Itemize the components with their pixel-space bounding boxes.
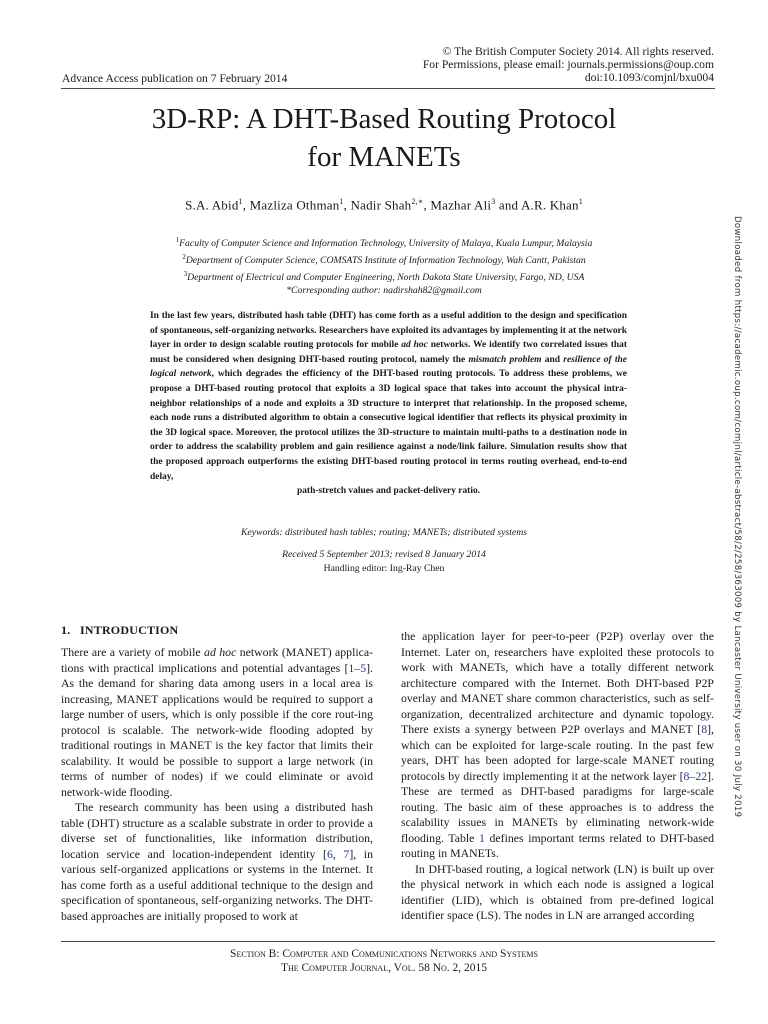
author-separator: , [242, 197, 247, 213]
author-sup: 3 [491, 197, 496, 206]
advance-access-note: Advance Access publication on 7 February 2014 [62, 72, 288, 85]
affiliation-text: Department of Electrical and Computer Engineering, North Dakota State University, Fargo, ND, USA [187, 271, 585, 283]
author-list [0, 197, 768, 213]
abstract-text: , which degrades the efficiency of the DHT-based routing protocols. To address these problems, we propose a DHT-based routing protocol that exploits a 3D logical space that takes into account the physical intra-neighbor relationships of a node and exploits a 3D structure to interpret that relationship. In the proposed scheme, each node runs a distributed algorithm to obtain a consecutive logical identifier that reflects its physical proximity in the 3D logical space. Moreover, the protocol utilizes the 3D-structure to maintain multi-paths to a destination node in order to address the scalability problem and gain resilience against a node/link failure. Simulation results show that the proposed approach outperforms the existing DHT-based routing protocol in terms routing overhead, end-to-end delay, [150, 369, 627, 482]
author-sup: 1 [578, 197, 583, 206]
journal-footer [0, 947, 768, 975]
body-text: ], which can be exploited for large-scale routing. In the past few years, DHT has been adopted for large-scale MANET routing protocols by directly implementing it at the network layer [ [401, 722, 714, 783]
table-link[interactable]: 1 [479, 830, 485, 845]
section-heading: 1. INTRODUCTION [61, 623, 179, 637]
received-dates: Received 5 September 2013; revised 8 January 2014 [282, 549, 486, 560]
body-column-left [61, 645, 373, 924]
author-name: Mazhar Ali [430, 197, 492, 213]
author-separator: , [423, 197, 427, 213]
author-sup: 1 [339, 197, 344, 206]
affiliation [0, 251, 768, 268]
author-sup: 1 [238, 197, 243, 206]
author-sup: 2,∗ [411, 197, 424, 206]
affiliation [0, 234, 768, 251]
abstract-italic: ad hoc [401, 340, 428, 351]
body-text: There are a variety of mobile [61, 645, 201, 659]
footer-divider [61, 941, 715, 942]
body-text: the application layer for peer-to-peer (P2P) overlay over the Internet. Later on, researchers have exploited these protocols to work with MANETs, which have a totally different network architecture compared with the Internet. Both DHT-based P2P overlay and MANET share common characteristics, such as self-organization, decentralized architecture and dynamic topology. There exists a synergy between P2P overlays and MANET [ [401, 629, 714, 736]
body-text: ], in various self-organized applications or systems in the Internet. It has come forth as a useful additional technique to the design and specification of spontaneous, self-organizing networks. The DHT-based approaches are initially proposed to work at [61, 846, 373, 923]
keywords: Keywords: distributed hash tables; routing; MANETs; distributed systems [240, 527, 528, 538]
abstract [150, 309, 627, 499]
permissions-notice: For Permissions, please email: journals.permissions@oup.com [422, 58, 714, 72]
download-watermark: Downloaded from https://academic.oup.com/comjnl/article-abstract/58/2/258/363009 by Lancaster University user on 30 July 2019 [732, 216, 742, 818]
paragraph [61, 800, 373, 924]
copyright-notice: © The British Computer Society 2014. All rights reserved. [442, 45, 714, 58]
title-line-1: 3D-RP: A DHT-Based Routing Protocol [151, 103, 617, 135]
body-text: ]. As the demand for sharing data among users in a local area is increasing, MANET applications would be required to support a large number of users, which is only possible if the core rout-ing protocol is scalable. The network-wide flooding adopted by traditional routings in MANET is the key factor that limits their scalability. It would be possible to support a large network (in terms of number of nodes) if we could eliminate or avoid network-wide flooding. [61, 660, 373, 799]
author-and: and [498, 197, 519, 213]
body-text: , [332, 846, 344, 861]
footer-journal: The Computer Journal, Vol. 58 No. 2, 2015 [280, 962, 488, 974]
body-text: network (MANET) applica-tions with practical implications and potential advantages [ [61, 645, 374, 675]
citation-link[interactable]: 8 [701, 722, 708, 736]
body-text: defines important terms related to DHT-based routing in MANETs. [401, 830, 715, 860]
abstract-last-line: path-stretch values and packet-delivery ratio. [296, 486, 481, 497]
author-name: Nadir Shah [350, 197, 412, 213]
affiliation-sup: 2 [182, 252, 186, 261]
affiliation [0, 268, 768, 285]
abstract-text: and [544, 354, 561, 365]
author-name: A.R. Khan [520, 197, 579, 213]
paragraph [61, 645, 373, 800]
body-column-right [401, 629, 714, 924]
journal-header-info [423, 45, 714, 85]
title-line-2: for MANETs [307, 141, 461, 173]
citation-link[interactable]: 8–22 [683, 768, 708, 783]
handling-editor: Handling editor: Ing-Ray Chen [323, 563, 445, 574]
body-text: The research community has been using a distributed hash table (DHT) structure as a scalable substrate in order to provide a diverse set of functionalities, like information distribution, location service and location-independent identity [ [61, 800, 373, 861]
abstract-italic: resilience of the logical network [150, 354, 627, 380]
citation-link[interactable]: 1–5 [348, 660, 367, 675]
affiliation-sup: 1 [175, 236, 180, 244]
affiliation-text: Faculty of Computer Science and Information Technology, University of Malaya, Kuala Lumpur, Malaysia [179, 238, 593, 250]
corresponding-author: *Corresponding author: nadirshah82@gmail.com [286, 285, 482, 297]
paragraph: In DHT-based routing, a logical network (LN) is built up over the physical network in which each node is assigned a logical identifier (LID), which is obtained from pre-defined logical identifier space (LS). The nodes in LN are arranged according [401, 861, 714, 922]
abstract-text: In the last few years, distributed hash table (DHT) has come forth as a useful addition to the design and specification of spontaneous, self-organizing networks. Researchers have exploited its advantages by implementing it at the network layer in order to design scalable routing protocols for mobile [150, 311, 627, 351]
header-divider [61, 88, 715, 89]
citation-link[interactable]: 6 [326, 846, 333, 861]
body-italic: ad hoc [204, 645, 237, 659]
abstract-text: networks. We identify two correlated issues that must be considered when designing DHT-based routing protocol, namely the [150, 340, 628, 365]
affiliation-text: Department of Computer Science, COMSATS Institute of Information Technology, Wah Cantt, Pakistan [185, 255, 586, 267]
author-separator: , [343, 197, 348, 213]
body-text: ]. These are termed as DHT-based paradigms for large-scale routing. The basic aim of these approaches is to address the scalability issues in MANETs by eliminating network-wide flooding. Table [401, 768, 714, 845]
citation-link[interactable]: 7 [343, 846, 350, 861]
affiliation-sup: 3 [183, 269, 188, 278]
paper-title [0, 100, 768, 176]
affiliations [0, 234, 768, 298]
footer-section: Section B: Computer and Communications Networks and Systems [230, 948, 538, 960]
paragraph [401, 629, 714, 862]
author-name: S.A. Abid [185, 197, 239, 213]
abstract-italic: mismatch problem [468, 354, 542, 365]
doi: doi:10.1093/comjnl/bxu004 [584, 71, 714, 85]
author-name: Mazliza Othman [249, 197, 340, 213]
